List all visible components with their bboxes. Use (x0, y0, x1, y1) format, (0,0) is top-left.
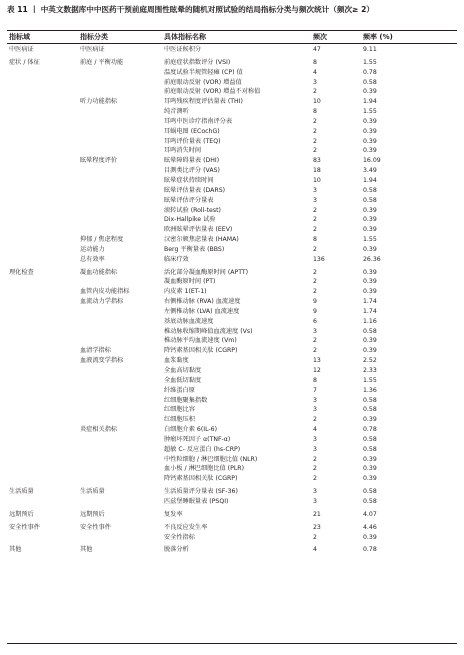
cell-category: 血流动力学指标 (80, 298, 124, 306)
cell-frequency: 2 (313, 337, 317, 345)
cell-frequency: 8 (313, 236, 317, 244)
cell-name: 基底动脉血流速度 (164, 317, 214, 325)
table-row (0, 445, 464, 455)
table-row (0, 107, 464, 117)
cell-name: 脱落分析 (164, 546, 189, 554)
cell-name: 耳鸣残疾程度评估量表 (THI) (164, 98, 243, 106)
cell-rate: 4.46 (363, 523, 377, 531)
table-caption (7, 4, 459, 16)
cell-name: 汉密尔顿焦虑量表 (HAMA) (164, 236, 239, 244)
table-row (0, 425, 464, 435)
table-row (0, 297, 464, 307)
table-row (0, 386, 464, 396)
table-row (0, 156, 464, 166)
table-row (0, 487, 464, 497)
header-name: 具体指标名称 (164, 33, 206, 41)
cell-frequency: 10 (313, 176, 321, 184)
cell-frequency: 6 (313, 317, 317, 325)
table-row (0, 497, 464, 507)
cell-rate: 0.78 (363, 426, 377, 434)
cell-name: 白细胞介素 6(IL-6) (164, 426, 218, 434)
cell-frequency: 4 (313, 68, 317, 76)
cell-frequency: 8 (313, 376, 317, 384)
caption-separator: 丨 (30, 5, 39, 14)
cell-rate: 0.39 (363, 245, 377, 253)
cell-domain: 其他 (9, 546, 22, 554)
cell-frequency: 2 (313, 137, 317, 145)
cell-name: 凝血酶原时间 (PT) (164, 278, 216, 286)
cell-frequency: 136 (313, 255, 325, 263)
cell-frequency: 2 (313, 216, 317, 224)
cell-category: 血管内皮功能指标 (80, 288, 130, 296)
cell-frequency: 4 (313, 426, 317, 434)
cell-frequency: 83 (313, 157, 321, 165)
cell-rate: 2.33 (363, 367, 377, 374)
cell-name: 降钙素基因相关肽 (CGRP) (164, 347, 238, 355)
table-row (0, 235, 464, 245)
table-row (0, 523, 464, 533)
header-frequency: 频次 (313, 33, 327, 41)
cell-frequency: 12 (313, 367, 321, 374)
cell-name: 前庭症状指数评分 (VSI) (164, 58, 231, 66)
cell-name: 椎动脉收缩期峰值血流速度 (Vs) (164, 327, 253, 335)
cell-rate: 1.55 (363, 376, 377, 384)
cell-frequency: 3 (313, 406, 317, 414)
table-bottom-rule (7, 643, 457, 644)
cell-rate: 0.39 (363, 226, 377, 234)
cell-frequency: 2 (313, 88, 317, 96)
cell-name: 眩晕症状持续时间 (164, 176, 214, 184)
cell-name: 耳蜗电图 (ECochG) (164, 127, 220, 135)
table-row (0, 405, 464, 415)
cell-frequency: 2 (313, 147, 317, 155)
cell-name: 耳鸣消失时间 (164, 147, 202, 155)
cell-name: 纯音测听 (164, 108, 189, 116)
table-row (0, 510, 464, 520)
cell-name: 前庭眼动反射 (VOR) 增益值 (164, 78, 242, 86)
cell-rate: 4.07 (363, 510, 377, 518)
table-row (0, 376, 464, 386)
cell-domain: 远期预后 (9, 510, 34, 518)
cell-rate: 0.39 (363, 455, 377, 463)
cell-name: 安全性指标 (164, 533, 195, 541)
cell-name: 耳鸣中医诊疗指南评分表 (164, 117, 233, 125)
table-row (0, 317, 464, 327)
cell-rate: 1.55 (363, 236, 377, 244)
cell-name: 眩晕评估评分量表 (164, 196, 214, 204)
cell-frequency: 3 (313, 186, 317, 194)
cell-frequency: 23 (313, 523, 321, 531)
cell-rate: 0.58 (363, 488, 377, 496)
table-body (0, 45, 464, 555)
cell-rate: 0.39 (363, 533, 377, 541)
cell-name: 生活质量评分量表 (SF-36) (164, 488, 238, 496)
table-row (0, 215, 464, 225)
cell-rate: 1.36 (363, 386, 377, 394)
cell-category: 运动能力 (80, 245, 105, 253)
cell-name: 肿瘤坏死因子 α(TNF-α) (164, 435, 231, 443)
table-row (0, 255, 464, 265)
cell-name: 红细胞压积 (164, 416, 195, 424)
cell-name: 红细胞比容 (164, 406, 195, 414)
cell-frequency: 4 (313, 546, 317, 554)
cell-rate: 1.74 (363, 298, 377, 306)
cell-name: 临床疗效 (164, 255, 189, 263)
table-row (0, 366, 464, 376)
table-row (0, 455, 464, 465)
cell-category: 中医病证 (80, 46, 105, 53)
cell-rate: 0.39 (363, 137, 377, 145)
table-row (0, 45, 464, 55)
header-rate: 频率 (%) (363, 33, 393, 41)
table-row (0, 336, 464, 346)
table-row (0, 166, 464, 176)
cell-frequency: 3 (313, 488, 317, 496)
cell-rate: 0.39 (363, 278, 377, 286)
cell-rate: 0.39 (363, 337, 377, 345)
table-row (0, 415, 464, 425)
cell-rate: 0.39 (363, 216, 377, 224)
cell-frequency: 3 (313, 445, 317, 453)
cell-rate: 0.39 (363, 88, 377, 96)
table-row (0, 206, 464, 216)
cell-name: 中性粒细胞 / 淋巴细胞比值 (NLR) (164, 455, 258, 463)
cell-frequency: 2 (313, 268, 317, 276)
cell-frequency: 2 (313, 226, 317, 234)
cell-category: 听力功能指标 (80, 98, 118, 106)
table-row (0, 346, 464, 356)
cell-name: 椎动脉平均血流速度 (Vm) (164, 337, 237, 345)
cell-rate: 1.55 (363, 58, 377, 66)
cell-rate: 0.39 (363, 416, 377, 424)
cell-frequency: 18 (313, 167, 321, 175)
cell-category: 安全性事件 (80, 523, 111, 531)
cell-frequency: 8 (313, 108, 317, 116)
cell-category: 血清学指标 (80, 347, 111, 355)
cell-frequency: 2 (313, 127, 317, 135)
cell-rate: 0.39 (363, 127, 377, 135)
cell-frequency: 9 (313, 298, 317, 306)
cell-name: Dix-Hallpike 试验 (164, 216, 216, 224)
cell-category: 血液流变学指标 (80, 357, 124, 365)
cell-frequency: 2 (313, 245, 317, 253)
cell-name: Berg 平衡量表 (BBS) (164, 245, 225, 253)
header-category: 指标分类 (80, 33, 108, 41)
cell-name: 左侧椎动脉 (LVA) 血流速度 (164, 307, 240, 315)
cell-rate: 0.58 (363, 78, 377, 86)
cell-frequency: 21 (313, 510, 321, 518)
table-header-rule (7, 43, 457, 44)
table-row (0, 287, 464, 297)
table-row (0, 225, 464, 235)
cell-frequency: 8 (313, 58, 317, 66)
cell-rate: 1.94 (363, 176, 377, 184)
cell-rate: 0.39 (363, 347, 377, 355)
cell-name: 复发率 (164, 510, 183, 518)
cell-name: 活化部分凝血酶原时间 (APTT) (164, 268, 249, 276)
cell-frequency: 3 (313, 435, 317, 443)
table-row (0, 277, 464, 287)
table-row (0, 58, 464, 68)
cell-rate: 0.58 (363, 196, 377, 204)
cell-frequency: 2 (313, 206, 317, 214)
cell-frequency: 2 (313, 278, 317, 286)
cell-rate: 16.09 (363, 157, 381, 165)
table-row (0, 464, 464, 474)
cell-rate: 0.78 (363, 546, 377, 554)
cell-rate: 0.58 (363, 406, 377, 414)
cell-name: 滚转试验 (Roll-test) (164, 206, 221, 214)
cell-name: 全血高切黏度 (164, 367, 202, 374)
table-row (0, 268, 464, 278)
cell-rate: 2.52 (363, 357, 377, 365)
cell-rate: 0.39 (363, 288, 377, 296)
cell-frequency: 13 (313, 357, 321, 365)
cell-name: 不良反应发生率 (164, 523, 208, 531)
cell-name: 眩晕评估量表 (DARS) (164, 186, 226, 194)
table-row (0, 435, 464, 445)
cell-rate: 26.36 (363, 255, 381, 263)
table-row (0, 545, 464, 555)
cell-name: 中医证候积分 (164, 46, 202, 53)
table-row (0, 474, 464, 484)
cell-category: 抑郁 / 焦虑程度 (80, 236, 124, 244)
cell-category: 其他 (80, 546, 93, 554)
cell-name: 纤维蛋白原 (164, 386, 195, 394)
table-row (0, 87, 464, 97)
cell-frequency: 2 (313, 117, 317, 125)
cell-name: 目测类比评分 (VAS) (164, 167, 220, 175)
cell-rate: 0.39 (363, 147, 377, 155)
cell-category: 生活质量 (80, 488, 105, 496)
table-row (0, 146, 464, 156)
cell-rate: 0.58 (363, 327, 377, 335)
cell-frequency: 9 (313, 307, 317, 315)
cell-name: 欧洲眩晕评估量表 (EEV) (164, 226, 233, 234)
cell-frequency: 3 (313, 396, 317, 404)
cell-rate: 1.74 (363, 307, 377, 315)
cell-rate: 0.39 (363, 475, 377, 483)
table-row (0, 356, 464, 366)
cell-rate: 0.58 (363, 186, 377, 194)
cell-rate: 0.39 (363, 268, 377, 276)
cell-rate: 0.39 (363, 206, 377, 214)
cell-frequency: 2 (313, 416, 317, 424)
cell-rate: 0.58 (363, 445, 377, 453)
cell-frequency: 3 (313, 327, 317, 335)
cell-name: 匹兹堡睡眠量表 (PSQI) (164, 497, 229, 505)
cell-rate: 0.58 (363, 435, 377, 443)
table-row (0, 327, 464, 337)
cell-domain: 症状 / 体征 (9, 58, 40, 66)
cell-rate: 0.78 (363, 68, 377, 76)
cell-frequency: 7 (313, 386, 317, 394)
table-row (0, 245, 464, 255)
cell-category: 前庭 / 平衡功能 (80, 58, 124, 66)
cell-domain: 理化检查 (9, 268, 34, 276)
cell-frequency: 3 (313, 78, 317, 86)
cell-frequency: 3 (313, 196, 317, 204)
cell-name: 血小板 / 淋巴细胞比值 (PLR) (164, 465, 244, 473)
cell-frequency: 2 (313, 533, 317, 541)
caption-text: 中英文数据库中中医药干预前庭周围性眩晕的随机对照试验的结局指标分类与频次统计（频次≥ 2） (40, 5, 374, 14)
table-row (0, 196, 464, 206)
cell-rate: 3.49 (363, 167, 377, 175)
table-row (0, 533, 464, 543)
cell-domain: 中医病证 (9, 46, 34, 53)
cell-name: 内皮素 1(ET-1) (164, 288, 207, 296)
cell-category: 眩晕程度评价 (80, 157, 118, 165)
table-number: 表 11 (7, 5, 28, 14)
cell-rate: 0.58 (363, 497, 377, 505)
cell-rate: 9.11 (363, 46, 377, 53)
cell-frequency: 10 (313, 98, 321, 106)
table-row (0, 78, 464, 88)
cell-name: 血浆黏度 (164, 357, 189, 365)
table-row (0, 396, 464, 406)
cell-frequency: 2 (313, 288, 317, 296)
cell-frequency: 47 (313, 46, 321, 53)
cell-frequency: 2 (313, 475, 317, 483)
cell-rate: 1.94 (363, 98, 377, 106)
cell-frequency: 2 (313, 455, 317, 463)
cell-rate: 0.39 (363, 117, 377, 125)
cell-category: 凝血功能指标 (80, 268, 118, 276)
table-row (0, 176, 464, 186)
cell-name: 右侧椎动脉 (RVA) 血流速度 (164, 298, 241, 306)
cell-name: 红细胞聚集指数 (164, 396, 208, 404)
table-row (0, 68, 464, 78)
table-row (0, 127, 464, 137)
cell-rate: 0.58 (363, 396, 377, 404)
header-domain: 指标域 (9, 33, 30, 41)
cell-rate: 1.55 (363, 108, 377, 116)
table-row (0, 97, 464, 107)
table-row (0, 117, 464, 127)
cell-name: 前庭眼动反射 (VOR) 增益不对称值 (164, 88, 261, 96)
cell-category: 总有效率 (80, 255, 105, 263)
cell-domain: 生活质量 (9, 488, 34, 496)
cell-name: 降钙素基因相关肽 (CGRP) (164, 475, 238, 483)
cell-rate: 0.39 (363, 465, 377, 473)
cell-frequency: 2 (313, 465, 317, 473)
table-row (0, 137, 464, 147)
table-row (0, 186, 464, 196)
cell-rate: 1.16 (363, 317, 377, 325)
cell-frequency: 2 (313, 347, 317, 355)
cell-frequency: 3 (313, 497, 317, 505)
cell-name: 耳鸣评价量表 (TEQ) (164, 137, 221, 145)
cell-category: 炎症相关指标 (80, 426, 118, 434)
cell-category: 远期预后 (80, 510, 105, 518)
table-row (0, 307, 464, 317)
cell-name: 超敏 C- 反应蛋白 (hs-CRP) (164, 445, 241, 453)
cell-domain: 安全性事件 (9, 523, 40, 531)
cell-name: 全血低切黏度 (164, 376, 202, 384)
cell-name: 眩晕障碍量表 (DHI) (164, 157, 220, 165)
cell-name: 温度试验半规管轻瘫 (CP) 值 (164, 68, 243, 76)
